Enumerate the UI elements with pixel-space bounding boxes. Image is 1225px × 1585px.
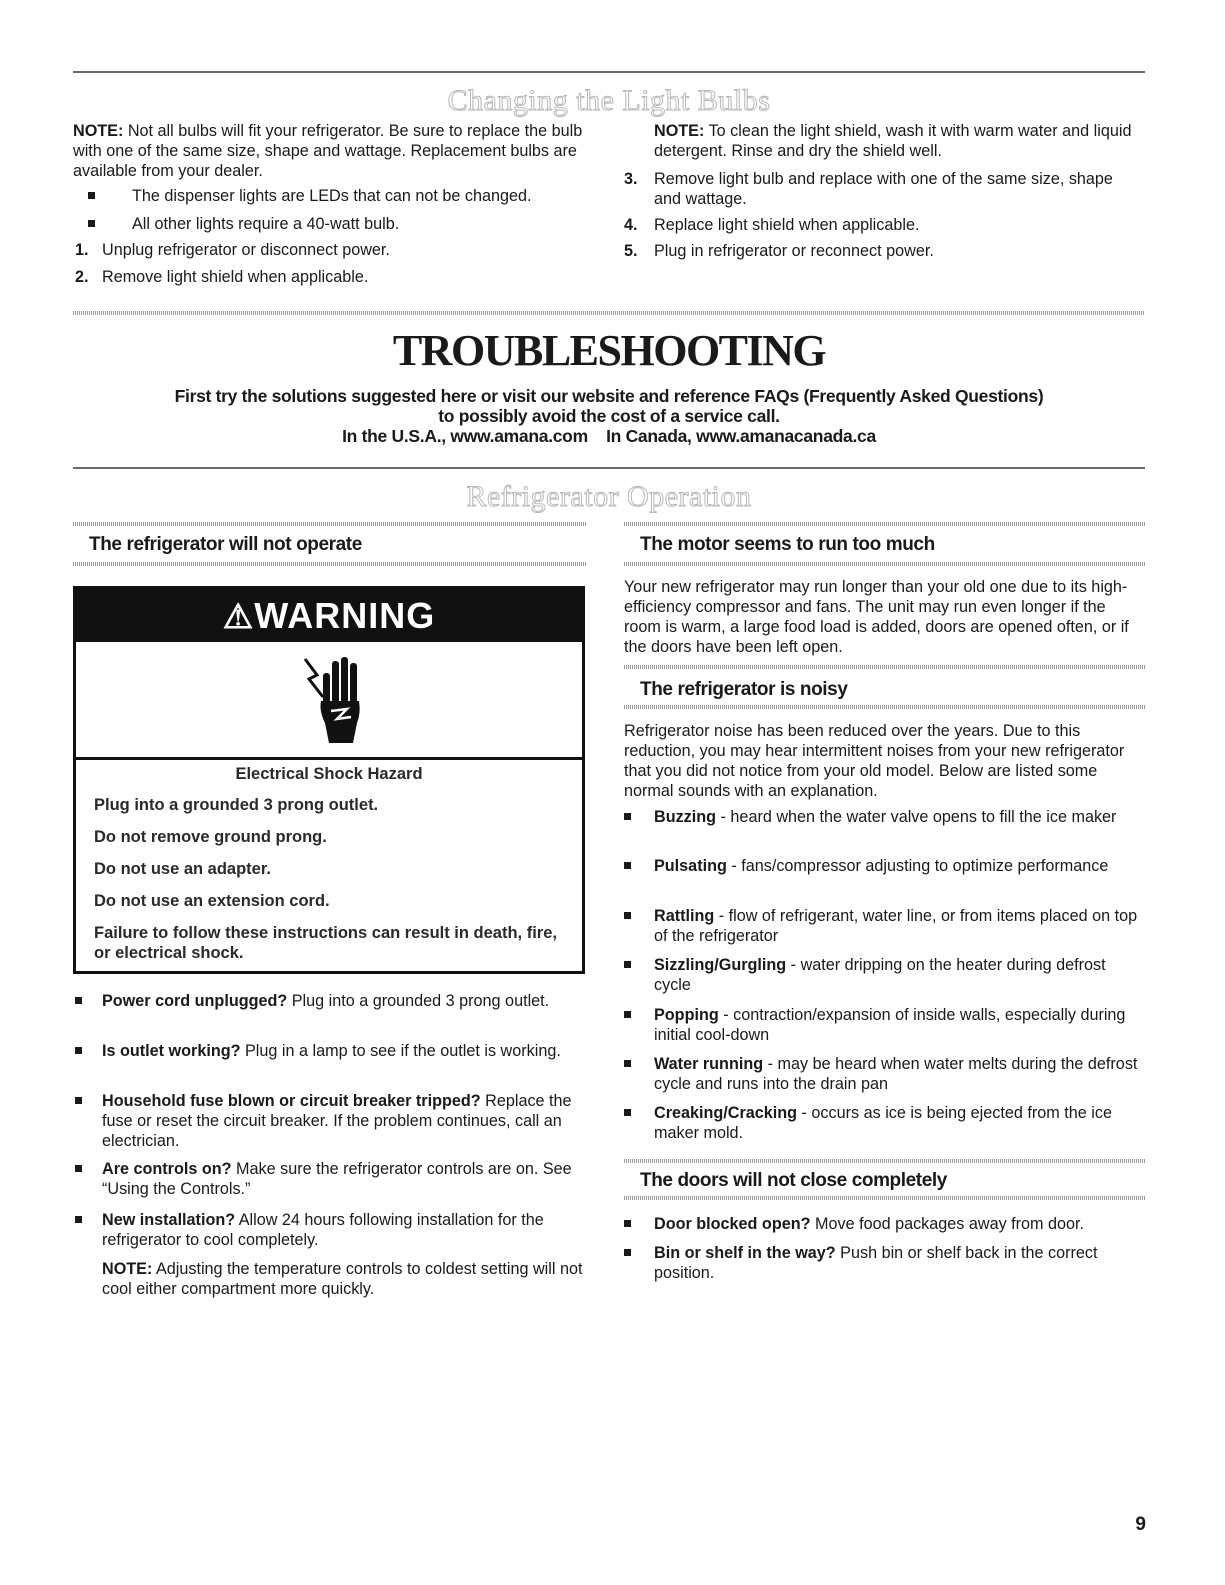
- electric-shock-hand-icon: [301, 651, 371, 745]
- bulbs-note-shield: NOTE: To clean the light shield, wash it with warm water and liquid detergent. Rinse and dry the shield well.: [654, 122, 1132, 160]
- warning-line: Do not use an extension cord.: [94, 892, 330, 910]
- bullet-square-icon: [624, 912, 631, 919]
- subhead-divider: [624, 665, 1146, 669]
- troubleshooting-intro: First try the solutions suggested here or visit our website and reference FAQs (Frequently Asked Questions) to possibly avoid the cost of a service call. In the U.S.A., www.amana.com In Canada, www.amanacanada.ca: [174, 386, 1044, 446]
- bullet-square-icon: [75, 1097, 82, 1104]
- bullet-square-icon: [624, 1060, 631, 1067]
- subhead-divider: [624, 1196, 1146, 1200]
- warning-header: [76, 589, 582, 642]
- not-operate-note: NOTE: Adjusting the temperature controls to coldest setting will not cool either compartment more quickly.: [102, 1260, 583, 1298]
- warning-hazard: Electrical Shock Hazard: [235, 765, 423, 783]
- warning-label: WARNING: [254, 595, 436, 636]
- warning-line: Do not remove ground prong.: [94, 828, 327, 846]
- bullet-square-icon: [75, 1165, 82, 1172]
- subhead-divider: [624, 1159, 1146, 1163]
- noisy-heading: The refrigerator is noisy: [640, 679, 848, 700]
- bullet-square-icon: [88, 192, 95, 199]
- warning-triangle-icon: ⚠: [222, 598, 255, 636]
- doors-heading: The doors will not close completely: [640, 1170, 947, 1191]
- not-operate-heading: The refrigerator will not operate: [89, 534, 362, 555]
- motor-text: Your new refrigerator may run longer than your old one due to its high-efficiency compressor and fans. The unit may run even longer if the room is warm, a large food load is added, doors are opened often, or if the doors have been left open.: [624, 578, 1129, 656]
- troubleshooting-title: TROUBLESHOOTING: [392, 326, 826, 375]
- noisy-text: Refrigerator noise has been reduced over the years. Due to this reduction, you may hear intermittent noises from your new refrigerator that you did not notice from your old model. Below are listed some normal sounds with an explanation.: [624, 722, 1125, 800]
- warning-divider: [76, 757, 582, 760]
- bullet-square-icon: [624, 862, 631, 869]
- warning-box: [73, 586, 585, 974]
- subhead-divider: [73, 522, 587, 526]
- page-number: 9: [1135, 1514, 1146, 1535]
- subhead-divider: [624, 522, 1146, 526]
- bullet-square-icon: [624, 1109, 631, 1116]
- bulbs-note: NOTE: Not all bulbs will fit your refrigerator. Be sure to replace the bulb with one of the same size, shape and wattage. Replacement bulbs are available from your dealer.: [73, 122, 583, 180]
- bullet-square-icon: [624, 1249, 631, 1256]
- operation-section-title: Refrigerator Operation: [466, 480, 752, 513]
- subhead-divider: [73, 562, 587, 566]
- bulbs-section-title: Changing the Light Bulbs: [447, 84, 771, 117]
- bullet-square-icon: [75, 1216, 82, 1223]
- motor-heading: The motor seems to run too much: [640, 534, 935, 555]
- bullet-square-icon: [75, 997, 82, 1004]
- section-divider: [73, 311, 1145, 315]
- bullet-square-icon: [88, 220, 95, 227]
- subhead-divider: [624, 562, 1146, 566]
- bullet-square-icon: [624, 1011, 631, 1018]
- warning-line: Do not use an adapter.: [94, 860, 271, 878]
- bullet-square-icon: [75, 1047, 82, 1054]
- warning-line: Plug into a grounded 3 prong outlet.: [94, 796, 379, 814]
- operation-rule: [73, 467, 1145, 469]
- top-rule: [73, 71, 1145, 73]
- bullet-square-icon: [624, 1220, 631, 1227]
- bullet-square-icon: [624, 813, 631, 820]
- bullet-square-icon: [624, 961, 631, 968]
- subhead-divider: [624, 705, 1146, 709]
- warning-line: Failure to follow these instructions can result in death, fire, or electrical shock.: [94, 924, 557, 962]
